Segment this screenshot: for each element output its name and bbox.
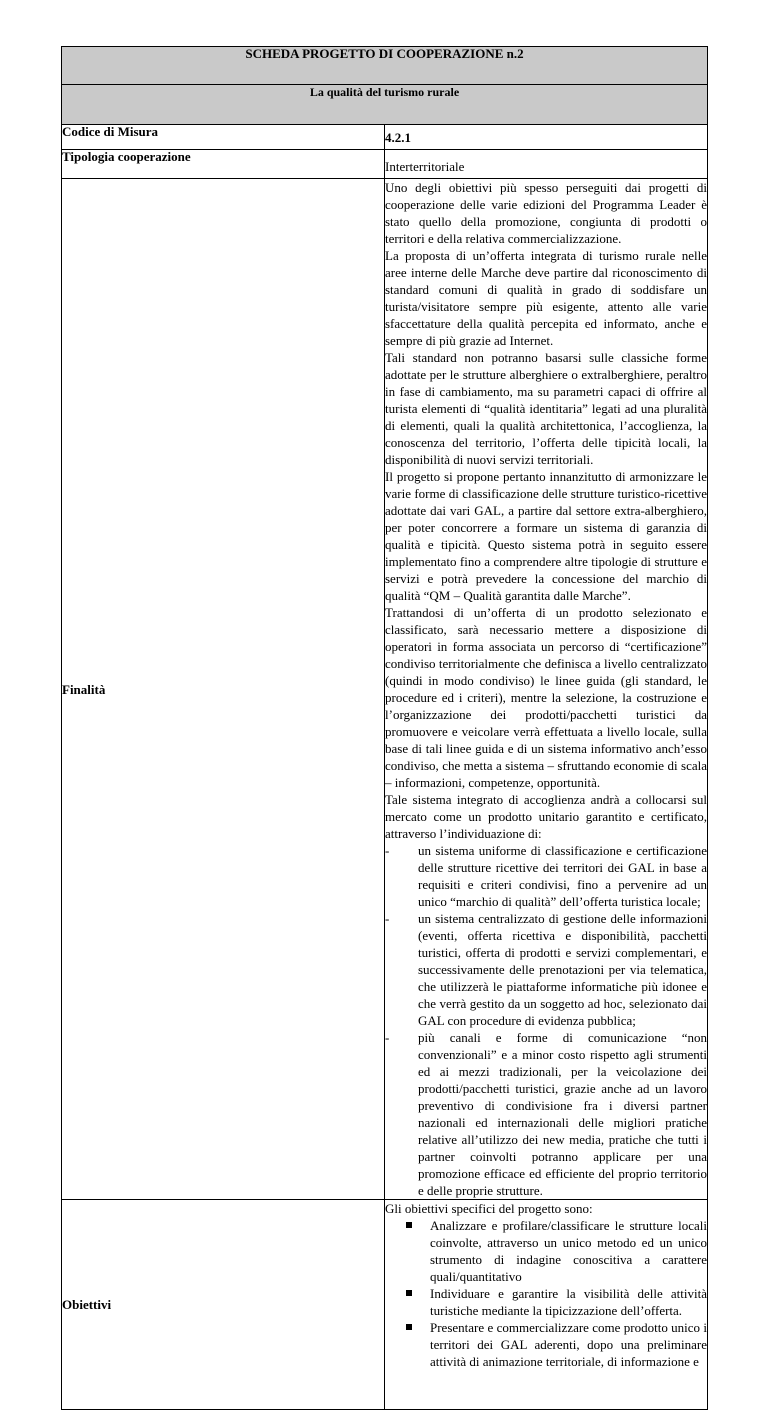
list-item xyxy=(385,1319,707,1370)
finalita-paragraph: La proposta di un’offerta integrata di turismo rurale nelle aree interne delle Marche deve partire dal riconoscimento di standard comuni di qualità in grado di soddisfare un turista/visitatore sempre più esigente, attento alle varie sfaccettature della qualità percepita ed informato, anche e sempre di più grazie ad Internet. xyxy=(385,248,707,348)
list-item-text: un sistema centralizzato di gestione delle informazioni (eventi, offerta ricettiva e disponibilità, pacchetti turistici, offerta di prodotti e servizi complementari, e successivamente delle prenotazioni per via telematica, che utilizzerà le piattaforme informatiche più idonee e che verrà gestito da un soggetto ad hoc, selezionato dai GAL con procedure di evidenza pubblica; xyxy=(418,911,707,1028)
finalita-paragraph: Tale sistema integrato di accoglienza andrà a collocarsi sul mercato come un prodotto unitario garantito e certificato, attraverso l’individuazione di: xyxy=(385,792,707,841)
list-item xyxy=(385,1029,707,1199)
value-tipologia: Interterritoriale xyxy=(385,150,708,179)
list-item-text: Analizzare e profilare/classificare le strutture locali coinvolte, attraverso un unico metodo ed un unico strumento di indagine conoscitiva a carattere quali/quantitativo xyxy=(430,1218,707,1284)
square-bullet-icon xyxy=(406,1290,412,1296)
value-codice-misura: 4.2.1 xyxy=(385,125,708,150)
list-item-text: un sistema uniforme di classificazione e certificazione delle strutture ricettive dei territori dei GAL in base a requisiti e criteri condivisi, fino a pervenire ad un unico “marchio di qualità” dell’offerta turistica locale; xyxy=(418,843,707,909)
value-finalita xyxy=(385,179,708,1200)
obiettivi-intro: Gli obiettivi specifici del progetto sono: xyxy=(385,1201,593,1216)
list-item xyxy=(385,1217,707,1285)
sheet-subtitle: La qualità del turismo rurale xyxy=(62,85,708,125)
label-obiettivi: Obiettivi xyxy=(62,1200,385,1410)
label-codice-misura: Codice di Misura xyxy=(62,125,385,150)
row-tipologia xyxy=(62,150,708,179)
project-sheet-table xyxy=(61,46,708,1410)
dash-bullet: - xyxy=(385,1030,390,1045)
list-item-text: Individuare e garantire la visibilità delle attività turistiche mediante la tipicizzazione dell’offerta. xyxy=(430,1286,707,1318)
obiettivi-bullet-list xyxy=(385,1217,707,1370)
row-obiettivi xyxy=(62,1200,708,1410)
sheet-title: SCHEDA PROGETTO DI COOPERAZIONE n.2 xyxy=(62,47,708,85)
list-item xyxy=(385,910,707,1029)
list-item xyxy=(385,1285,707,1319)
square-bullet-icon xyxy=(406,1222,412,1228)
list-item-text: Presentare e commercializzare come prodotto unico i territori dei GAL aderenti, dopo una preliminare attività di animazione territoriale, di informazione e xyxy=(430,1320,707,1369)
finalita-bullet-list xyxy=(385,842,707,1199)
finalita-paragraph: Uno degli obiettivi più spesso perseguiti dai progetti di cooperazione delle varie edizioni del Programma Leader è stato quello della promozione, congiunta di prodotti o territori e della relativa commercializzazione. xyxy=(385,180,707,246)
dash-bullet: - xyxy=(385,843,390,858)
label-tipologia: Tipologia cooperazione xyxy=(62,150,385,179)
finalita-paragraph: Trattandosi di un’offerta di un prodotto selezionato e classificato, sarà necessario mettere a disposizione di operatori in forma associata un percorso di “certificazione” condiviso territorialmente che definisca a livello centralizzato (quindi in modo condiviso) le linee guida (gli standard, le procedure ed i criteri), mentre la selezione, la costruzione e l’organizzazione dei prodotti/pacchetti turistici da promuovere e veicolare verrà effettuata a livello locale, sulla base di tali linee guida e di un sistema informativo anch’esso condiviso, che metta a sistema – sfruttando economie di scala – informazioni, competenze, opportunità. xyxy=(385,605,707,790)
square-bullet-icon xyxy=(406,1324,412,1330)
value-obiettivi xyxy=(385,1200,708,1410)
row-finalita xyxy=(62,179,708,1200)
list-item-text: più canali e forme di comunicazione “non convenzionali” e a minor costo rispetto agli strumenti ed ai mezzi tradizionali, per la veicolazione dei prodotti/pacchetti turistici, grazie anche ad un lavoro preventivo di condivisione fra i diversi partner nazionali ed internazionali delle migliori pratiche relative all’utilizzo dei new media, pratiche che tutti i partner coinvolti potranno applicare per una promozione efficace ed efficiente del proprio territorio e delle proprie strutture. xyxy=(418,1030,707,1198)
row-codice-misura xyxy=(62,125,708,150)
label-finalita: Finalità xyxy=(62,179,385,1200)
finalita-paragraph: Tali standard non potranno basarsi sulle classiche forme adottate per le strutture alberghiere o extralberghiere, peraltro in fase di cambiamento, ma su parametri capaci di offrire al turista elementi di “qualità identitaria” legati ad una pluralità di elementi, quali la qualità architettonica, l’accoglienza, la conoscenza del territorio, l’offerta delle tipicità locali, la disponibilità di nuovi servizi territoriali. xyxy=(385,350,707,467)
list-item xyxy=(385,842,707,910)
dash-bullet: - xyxy=(385,911,390,926)
finalita-paragraph: Il progetto si propone pertanto innanzitutto di armonizzare le varie forme di classificazione delle strutture turistico-ricettive adottate dai vari GAL, a partire dal settore extra-alberghiero, per poter concorrere a formare un sistema di garanzia di qualità e tipicità. Questo sistema potrà in seguito essere implementato fino a comprendere altre tipologie di strutture e servizi e potrà prevedere la concessione del marchio di qualità “QM – Qualità garantita dalle Marche”. xyxy=(385,469,707,603)
